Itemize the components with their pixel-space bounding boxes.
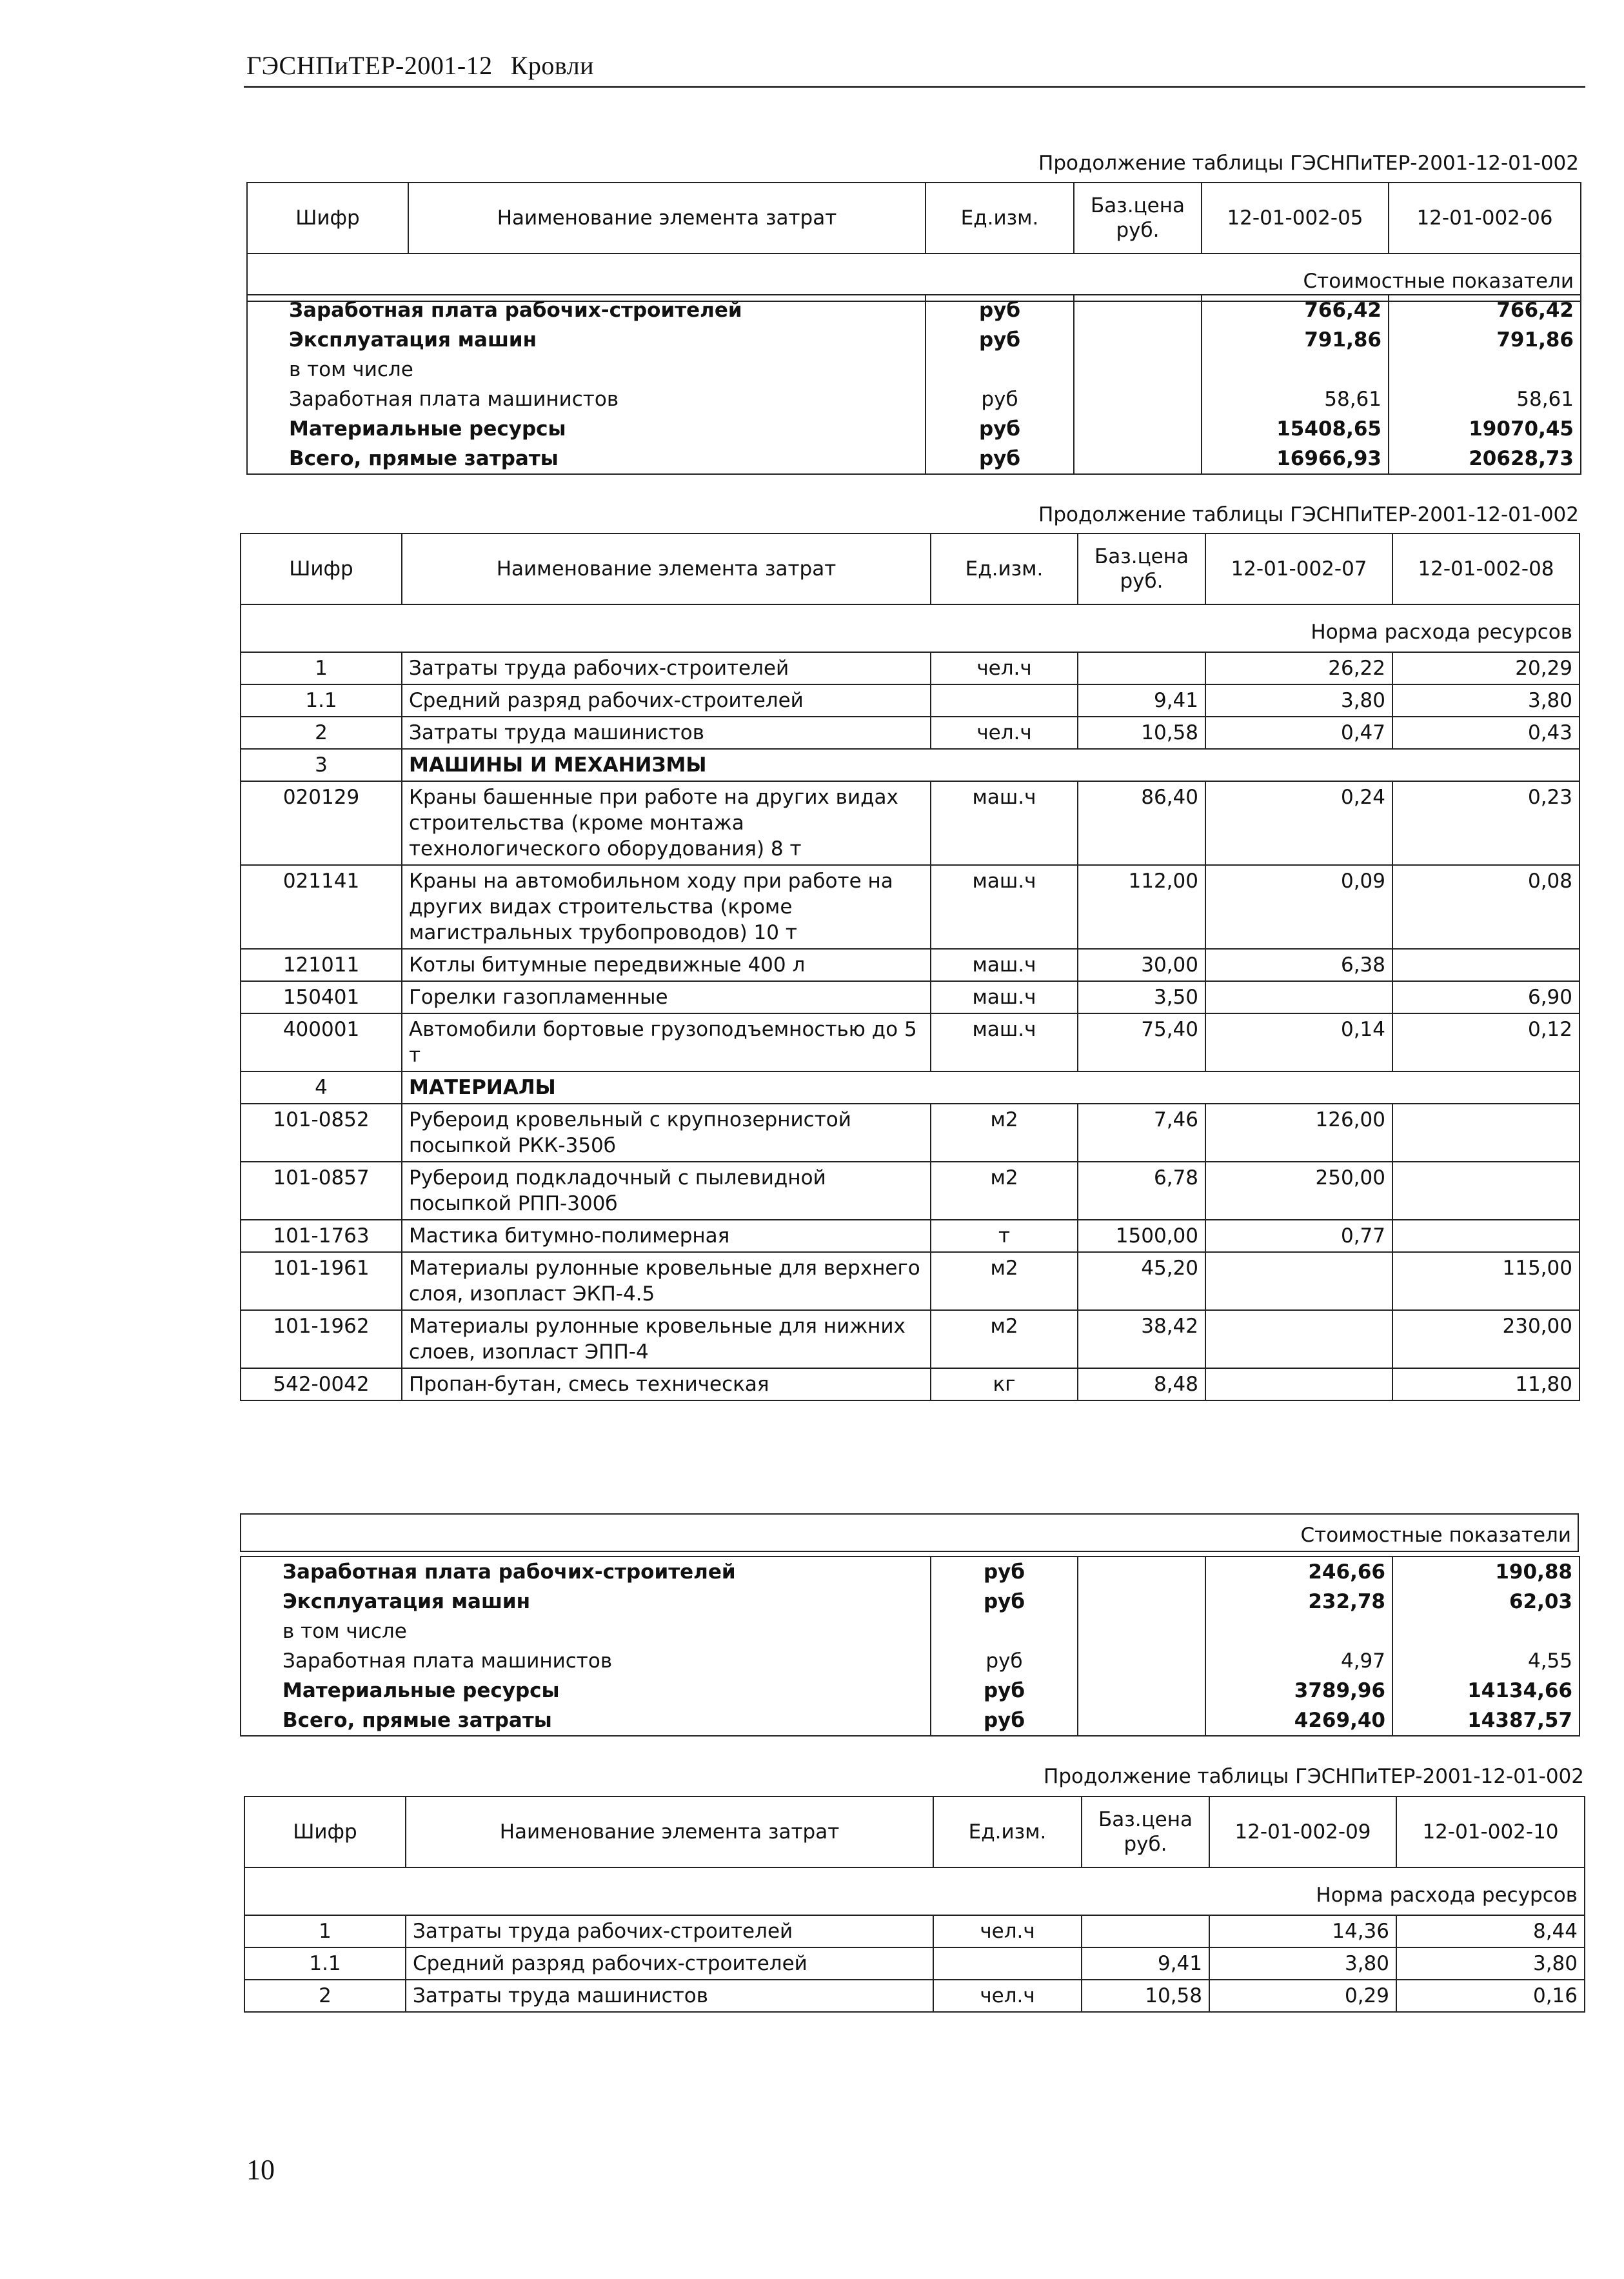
resource-value-a: 3,80 — [1209, 1947, 1396, 1980]
resource-row — [241, 1252, 1579, 1310]
table3-band-row — [244, 1867, 1585, 1915]
cost-row — [241, 1646, 1579, 1676]
resource-code: 020129 — [241, 781, 402, 865]
resource-unit: чел.ч — [933, 1980, 1082, 2012]
group-row — [241, 1071, 1579, 1104]
resource-price: 38,42 — [1078, 1310, 1205, 1368]
resource-name: Затраты труда машинистов — [406, 1980, 933, 2012]
resource-name: Средний разряд рабочих-строителей — [406, 1947, 933, 1980]
cost-label: в том числе — [247, 355, 926, 384]
cost-row — [247, 325, 1581, 355]
resource-value-a — [1205, 1252, 1392, 1310]
resource-value-a — [1205, 981, 1392, 1013]
cost-value-a: 15408,65 — [1202, 414, 1389, 444]
resource-unit: маш.ч — [931, 865, 1078, 949]
cost-row — [241, 1617, 1579, 1646]
resource-value-a: 26,22 — [1205, 652, 1392, 684]
cost-value-a: 16966,93 — [1202, 444, 1389, 474]
cost-price — [1078, 1676, 1205, 1706]
cost-unit — [926, 355, 1074, 384]
resource-row — [241, 652, 1579, 684]
resource-value-b: 0,12 — [1392, 1013, 1579, 1071]
resource-price: 3,50 — [1078, 981, 1205, 1013]
col-unit-header: Ед.изм. — [933, 1796, 1082, 1867]
resource-price: 30,00 — [1078, 949, 1205, 981]
col-a-header: 12-01-002-05 — [1202, 183, 1389, 254]
resource-value-b: 6,90 — [1392, 981, 1579, 1013]
resource-name: Рубероид кровельный с крупнозернистой посыпкой РКК-350б — [402, 1104, 931, 1162]
resource-value-b: 115,00 — [1392, 1252, 1579, 1310]
header-section: Кровли — [510, 51, 595, 80]
resource-code: 542-0042 — [241, 1368, 402, 1400]
cost-price — [1074, 414, 1202, 444]
running-header — [246, 50, 594, 81]
cost-value-a: 791,86 — [1202, 325, 1389, 355]
cost-label: Материальные ресурсы — [241, 1676, 931, 1706]
resource-name: Краны на автомобильном ходу при работе на других видах строительства (кроме магистральных трубопроводов) 10 т — [402, 865, 931, 949]
col-name-header: Наименование элемента затрат — [402, 533, 931, 604]
cost-row — [247, 414, 1581, 444]
resource-unit: м2 — [931, 1310, 1078, 1368]
resource-unit: маш.ч — [931, 981, 1078, 1013]
cost-unit: руб — [931, 1557, 1078, 1587]
header-code: ГЭСНПиТЕР-2001-12 — [246, 51, 493, 80]
resource-value-a: 3,80 — [1205, 684, 1392, 717]
cost-row — [241, 1557, 1579, 1587]
cost-value-b: 14387,57 — [1392, 1706, 1579, 1736]
cost-label: Всего, прямые затраты — [247, 444, 926, 474]
resource-name: Средний разряд рабочих-строителей — [402, 684, 931, 717]
cost-label: Заработная плата рабочих-строителей — [241, 1557, 931, 1587]
resource-value-a — [1205, 1310, 1392, 1368]
cost-value-b — [1392, 1617, 1579, 1646]
resource-unit: м2 — [931, 1252, 1078, 1310]
resource-row — [241, 1310, 1579, 1368]
cost-value-a: 58,61 — [1202, 384, 1389, 414]
group-row — [241, 749, 1579, 781]
resource-row — [241, 1013, 1579, 1071]
resource-value-b: 0,43 — [1392, 717, 1579, 749]
page-number: 10 — [246, 2154, 275, 2185]
resource-value-b — [1392, 1162, 1579, 1220]
cost-price — [1078, 1617, 1205, 1646]
resource-row — [241, 1368, 1579, 1400]
cost-unit: руб — [926, 325, 1074, 355]
resource-unit: м2 — [931, 1104, 1078, 1162]
resource-unit: кг — [931, 1368, 1078, 1400]
col-name-header: Наименование элемента затрат — [408, 183, 926, 254]
resource-unit — [933, 1947, 1082, 1980]
resource-price: 10,58 — [1078, 717, 1205, 749]
cost-price — [1074, 384, 1202, 414]
resource-row — [244, 1947, 1585, 1980]
cost-price — [1074, 444, 1202, 474]
resource-code: 2 — [244, 1980, 406, 2012]
resource-code: 4 — [241, 1071, 402, 1104]
table2-band-row — [241, 604, 1579, 652]
resource-row — [241, 1220, 1579, 1252]
resource-value-b: 0,23 — [1392, 781, 1579, 865]
cost-label: в том числе — [241, 1617, 931, 1646]
resource-value-a: 250,00 — [1205, 1162, 1392, 1220]
resource-code: 101-0857 — [241, 1162, 402, 1220]
resource-value-a: 0,24 — [1205, 781, 1392, 865]
cost-unit: руб — [931, 1646, 1078, 1676]
resource-unit: м2 — [931, 1162, 1078, 1220]
resource-unit: чел.ч — [933, 1915, 1082, 1947]
cost-unit — [931, 1617, 1078, 1646]
cost-price — [1078, 1706, 1205, 1736]
cost-value-b: 766,42 — [1389, 295, 1581, 325]
resource-name: Рубероид подкладочный с пылевидной посыпкой РПП-300б — [402, 1162, 931, 1220]
col-a-header: 12-01-002-09 — [1209, 1796, 1396, 1867]
band-label: Норма расхода ресурсов — [241, 604, 1579, 652]
cost-unit: руб — [926, 414, 1074, 444]
table2 — [240, 533, 1580, 1401]
cost-unit: руб — [926, 295, 1074, 325]
col-code-header: Шифр — [244, 1796, 406, 1867]
cost-unit: руб — [931, 1676, 1078, 1706]
col-a-header: 12-01-002-07 — [1205, 533, 1392, 604]
resource-row — [241, 981, 1579, 1013]
resource-name: Затраты труда рабочих-строителей — [402, 652, 931, 684]
cost-price — [1078, 1587, 1205, 1617]
resource-price: 112,00 — [1078, 865, 1205, 949]
resource-price: 9,41 — [1078, 684, 1205, 717]
resource-code: 101-1763 — [241, 1220, 402, 1252]
cost-price — [1078, 1557, 1205, 1587]
resource-unit: т — [931, 1220, 1078, 1252]
col-price-header: Баз.цена руб. — [1074, 183, 1202, 254]
resource-name: Котлы битумные передвижные 400 л — [402, 949, 931, 981]
resource-value-a: 0,14 — [1205, 1013, 1392, 1071]
cost-value-a: 232,78 — [1205, 1587, 1392, 1617]
resource-name: Краны башенные при работе на других видах строительства (кроме монтажа технологического оборудования) 8 т — [402, 781, 931, 865]
resource-price: 10,58 — [1082, 1980, 1209, 2012]
resource-row — [244, 1915, 1585, 1947]
resource-value-a: 0,09 — [1205, 865, 1392, 949]
cost-unit: руб — [926, 444, 1074, 474]
resource-name: Затраты труда рабочих-строителей — [406, 1915, 933, 1947]
resource-value-b: 230,00 — [1392, 1310, 1579, 1368]
cost-label: Заработная плата рабочих-строителей — [247, 295, 926, 325]
cost-row — [247, 295, 1581, 325]
resource-value-b: 11,80 — [1392, 1368, 1579, 1400]
table3-continuation: Продолжение таблицы ГЭСНПиТЕР-2001-12-01-002 — [1044, 1765, 1584, 1788]
cost-unit: руб — [926, 384, 1074, 414]
cost-row — [247, 444, 1581, 474]
resource-value-a: 0,47 — [1205, 717, 1392, 749]
cost-value-b — [1389, 355, 1581, 384]
resource-row — [241, 1162, 1579, 1220]
cost-value-a — [1205, 1617, 1392, 1646]
col-unit-header: Ед.изм. — [926, 183, 1074, 254]
cost-value-b: 20628,73 — [1389, 444, 1581, 474]
resource-value-b: 20,29 — [1392, 652, 1579, 684]
col-b-header: 12-01-002-10 — [1396, 1796, 1585, 1867]
cost-value-b: 791,86 — [1389, 325, 1581, 355]
col-code-header: Шифр — [247, 183, 408, 254]
resource-value-a: 0,77 — [1205, 1220, 1392, 1252]
cost-label: Эксплуатация машин — [247, 325, 926, 355]
cost-row — [241, 1706, 1579, 1736]
resource-code: 021141 — [241, 865, 402, 949]
resource-unit: чел.ч — [931, 717, 1078, 749]
resource-code: 1 — [244, 1915, 406, 1947]
resource-price: 45,20 — [1078, 1252, 1205, 1310]
cost-price — [1074, 325, 1202, 355]
table1-continuation: Продолжение таблицы ГЭСНПиТЕР-2001-12-01-002 — [1038, 152, 1579, 175]
resource-value-a: 14,36 — [1209, 1915, 1396, 1947]
resource-price — [1082, 1915, 1209, 1947]
table3 — [244, 1796, 1585, 2013]
resource-row — [241, 865, 1579, 949]
resource-row — [241, 717, 1579, 749]
group-title: МАШИНЫ И МЕХАНИЗМЫ — [402, 749, 1579, 781]
cost-row — [247, 355, 1581, 384]
resource-code: 3 — [241, 749, 402, 781]
resource-value-b: 3,80 — [1392, 684, 1579, 717]
resource-name: Материалы рулонные кровельные для верхнего слоя, изопласт ЭКП-4.5 — [402, 1252, 931, 1310]
col-price-header: Баз.цена руб. — [1078, 533, 1205, 604]
cost-label: Заработная плата машинистов — [241, 1646, 931, 1676]
table1-header-row — [247, 183, 1581, 254]
cost-value-b: 19070,45 — [1389, 414, 1581, 444]
resource-value-b — [1392, 1220, 1579, 1252]
cost-value-b: 190,88 — [1392, 1557, 1579, 1587]
table2-cost-band — [240, 1513, 1579, 1552]
resource-code: 2 — [241, 717, 402, 749]
resource-row — [241, 781, 1579, 865]
col-unit-header: Ед.изм. — [931, 533, 1078, 604]
resource-code: 400001 — [241, 1013, 402, 1071]
resource-code: 101-0852 — [241, 1104, 402, 1162]
cost-row — [241, 1587, 1579, 1617]
cost-row — [247, 384, 1581, 414]
resource-code: 1.1 — [244, 1947, 406, 1980]
cost-value-a: 3789,96 — [1205, 1676, 1392, 1706]
col-code-header: Шифр — [241, 533, 402, 604]
cost-price — [1078, 1646, 1205, 1676]
cost-label: Заработная плата машинистов — [247, 384, 926, 414]
cost-label: Эксплуатация машин — [241, 1587, 931, 1617]
cost-unit: руб — [931, 1587, 1078, 1617]
resource-unit — [931, 684, 1078, 717]
resource-value-a — [1205, 1368, 1392, 1400]
col-name-header: Наименование элемента затрат — [406, 1796, 933, 1867]
resource-name: Пропан-бутан, смесь техническая — [402, 1368, 931, 1400]
resource-value-b — [1392, 949, 1579, 981]
resource-name: Материалы рулонные кровельные для нижних слоев, изопласт ЭПП-4 — [402, 1310, 931, 1368]
resource-row — [244, 1980, 1585, 2012]
col-price-header: Баз.цена руб. — [1082, 1796, 1209, 1867]
table1-cost-block — [246, 294, 1581, 475]
cost-value-b: 14134,66 — [1392, 1676, 1579, 1706]
resource-unit: маш.ч — [931, 781, 1078, 865]
resource-row — [241, 949, 1579, 981]
resource-row — [241, 1104, 1579, 1162]
resource-code: 101-1962 — [241, 1310, 402, 1368]
band-label: Норма расхода ресурсов — [244, 1867, 1585, 1915]
cost-value-b: 62,03 — [1392, 1587, 1579, 1617]
cost-value-b: 58,61 — [1389, 384, 1581, 414]
resource-price — [1078, 652, 1205, 684]
resource-name: Автомобили бортовые грузоподъемностью до 5 т — [402, 1013, 931, 1071]
table1 — [246, 182, 1581, 302]
col-b-header: 12-01-002-08 — [1392, 533, 1579, 604]
band-label: Стоимостные показатели — [247, 254, 1581, 301]
resource-value-b: 3,80 — [1396, 1947, 1585, 1980]
resource-price: 9,41 — [1082, 1947, 1209, 1980]
resource-unit: маш.ч — [931, 1013, 1078, 1071]
resource-name: Затраты труда машинистов — [402, 717, 931, 749]
cost-row — [241, 1676, 1579, 1706]
resource-value-b: 8,44 — [1396, 1915, 1585, 1947]
resource-value-a: 126,00 — [1205, 1104, 1392, 1162]
resource-code: 150401 — [241, 981, 402, 1013]
cost-price — [1074, 355, 1202, 384]
resource-price: 86,40 — [1078, 781, 1205, 865]
resource-price: 6,78 — [1078, 1162, 1205, 1220]
resource-value-b: 0,08 — [1392, 865, 1579, 949]
resource-price: 1500,00 — [1078, 1220, 1205, 1252]
cost-unit: руб — [931, 1706, 1078, 1736]
resource-name: Горелки газопламенные — [402, 981, 931, 1013]
cost-value-a — [1202, 355, 1389, 384]
cost-label: Материальные ресурсы — [247, 414, 926, 444]
cost-value-a: 4,97 — [1205, 1646, 1392, 1676]
resource-row — [241, 684, 1579, 717]
resource-unit: маш.ч — [931, 949, 1078, 981]
resource-price: 75,40 — [1078, 1013, 1205, 1071]
resource-code: 121011 — [241, 949, 402, 981]
resource-name: Мастика битумно-полимерная — [402, 1220, 931, 1252]
resource-price: 7,46 — [1078, 1104, 1205, 1162]
cost-value-a: 4269,40 — [1205, 1706, 1392, 1736]
resource-value-b — [1392, 1104, 1579, 1162]
cost-value-a: 246,66 — [1205, 1557, 1392, 1587]
table2-cost-block — [240, 1556, 1580, 1737]
group-title: МАТЕРИАЛЫ — [402, 1071, 1579, 1104]
resource-value-b: 0,16 — [1396, 1980, 1585, 2012]
col-b-header: 12-01-002-06 — [1389, 183, 1581, 254]
resource-unit: чел.ч — [931, 652, 1078, 684]
header-rule — [244, 86, 1585, 88]
table2-continuation: Продолжение таблицы ГЭСНПиТЕР-2001-12-01-002 — [1038, 503, 1579, 526]
resource-code: 101-1961 — [241, 1252, 402, 1310]
resource-code: 1 — [241, 652, 402, 684]
cost-value-b: 4,55 — [1392, 1646, 1579, 1676]
cost-label: Всего, прямые затраты — [241, 1706, 931, 1736]
cost-price — [1074, 295, 1202, 325]
resource-value-a: 0,29 — [1209, 1980, 1396, 2012]
table2-header-row — [241, 533, 1579, 604]
resource-value-a: 6,38 — [1205, 949, 1392, 981]
cost-value-a: 766,42 — [1202, 295, 1389, 325]
resource-code: 1.1 — [241, 684, 402, 717]
cost-band-label: Стоимостные показатели — [241, 1514, 1578, 1551]
resource-price: 8,48 — [1078, 1368, 1205, 1400]
table3-header-row — [244, 1796, 1585, 1867]
